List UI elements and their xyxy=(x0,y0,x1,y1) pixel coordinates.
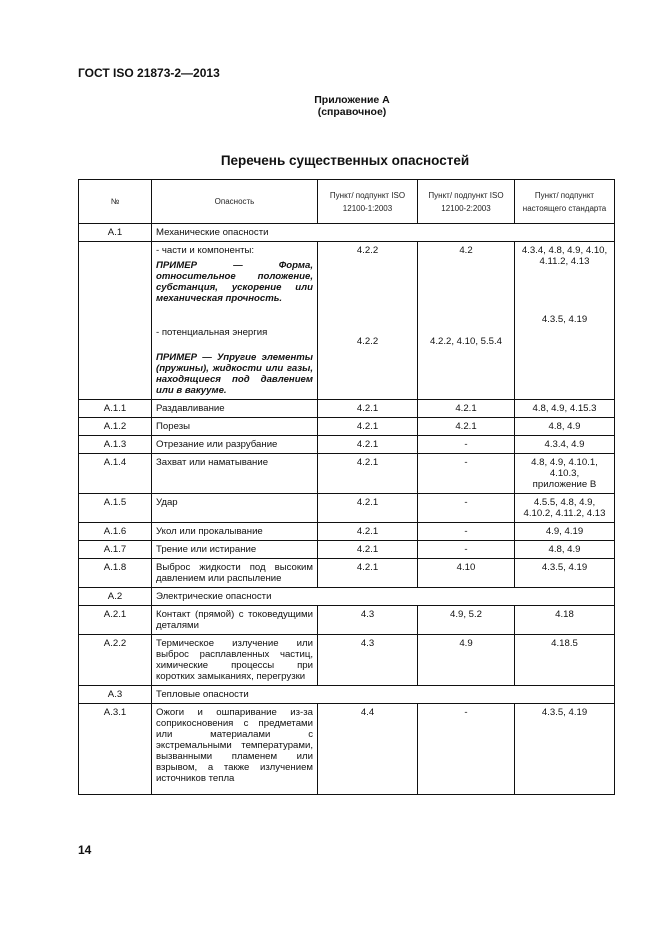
row-no: А.1.2 xyxy=(79,418,152,436)
row-no: А.2.1 xyxy=(79,606,152,635)
row-iso1: 4.2.1 xyxy=(318,559,418,588)
row-standard: 4.8, 4.9, 4.15.3 xyxy=(515,400,615,418)
row-iso2: 4.2.1 xyxy=(418,418,515,436)
document-header: ГОСТ ISO 21873-2—2013 xyxy=(78,66,220,80)
row-iso2: - xyxy=(418,494,515,523)
row-no: А.1.4 xyxy=(79,454,152,494)
row-hazard: Захват или наматывание xyxy=(152,454,318,494)
row-iso2 xyxy=(418,242,515,400)
row-iso1: 4.4 xyxy=(318,704,418,795)
row-no: А.2 xyxy=(79,588,152,606)
row-standard: 4.18.5 xyxy=(515,635,615,686)
row-iso2: - xyxy=(418,436,515,454)
row-iso1: 4.2.1 xyxy=(318,454,418,494)
iso2-energy: 4.2.2, 4.10, 5.5.4 xyxy=(429,336,502,347)
annex-type: (справочное) xyxy=(317,106,387,118)
row-iso1: 4.3 xyxy=(318,635,418,686)
iso2-parts: 4.2 xyxy=(459,245,473,256)
row-iso1: 4.2.1 xyxy=(318,523,418,541)
row-no: А.1.5 xyxy=(79,494,152,523)
row-no: А.1.7 xyxy=(79,541,152,559)
row-iso2: - xyxy=(418,541,515,559)
section-title: Тепловые опасности xyxy=(152,686,615,704)
row-iso1: 4.3 xyxy=(318,606,418,635)
table-row xyxy=(79,686,615,704)
row-iso2: 4.9, 5.2 xyxy=(418,606,515,635)
parts-example: ПРИМЕР — Форма, относительное положение, субстанция, ускорение или механическая прочность. xyxy=(156,260,313,304)
col-header-hazard: Опасность xyxy=(152,180,318,224)
annex-heading xyxy=(290,94,414,118)
row-iso2: 4.9 xyxy=(418,635,515,686)
row-hazard: Ожоги и ошпаривание из-за соприкосновения с предметами или материалами с экстремальными температурами, вызванными пламенем или взрывом, а также излучением источников тепла xyxy=(152,704,318,795)
hazards-table xyxy=(78,179,615,795)
row-standard: 4.18 xyxy=(515,606,615,635)
row-no: А.2.2 xyxy=(79,635,152,686)
row-standard: 4.3.5, 4.19 xyxy=(515,559,615,588)
row-iso1: 4.2.1 xyxy=(318,418,418,436)
row-no: А.3 xyxy=(79,686,152,704)
row-no: А.1.6 xyxy=(79,523,152,541)
table-header-row xyxy=(79,180,615,224)
row-standard: 4.8, 4.9 xyxy=(515,541,615,559)
row-hazard: Отрезание или разрубание xyxy=(152,436,318,454)
row-standard: 4.5.5, 4.8, 4.9, 4.10.2, 4.11.2, 4.13 xyxy=(515,494,615,523)
energy-label: - потенциальная энергия xyxy=(156,327,268,338)
table-row xyxy=(79,559,615,588)
row-standard: 4.8, 4.9 xyxy=(515,418,615,436)
row-no: А.1.1 xyxy=(79,400,152,418)
row-hazard: Контакт (прямой) с токоведущими деталями xyxy=(152,606,318,635)
row-no: А.1.8 xyxy=(79,559,152,588)
col-header-standard: Пункт/ подпункт настоящего стандарта xyxy=(515,180,615,224)
iso1-parts: 4.2.2 xyxy=(356,245,379,256)
row-iso1: 4.2.1 xyxy=(318,400,418,418)
parts-label: - части и компоненты: xyxy=(156,245,255,256)
iso1-energy: 4.2.2 xyxy=(356,336,379,347)
row-standard: 4.9, 4.19 xyxy=(515,523,615,541)
col-header-no: № xyxy=(79,180,152,224)
section-title: Электрические опасности xyxy=(152,588,615,606)
row-iso1: 4.2.1 xyxy=(318,436,418,454)
table-row xyxy=(79,400,615,418)
row-iso2: - xyxy=(418,454,515,494)
table-row xyxy=(79,588,615,606)
row-standard: 4.3.5, 4.19 xyxy=(515,704,615,795)
row-hazard: Выброс жидкости под высоким давлением или распыление xyxy=(152,559,318,588)
row-hazard xyxy=(152,242,318,400)
row-hazard: Трение или истирание xyxy=(152,541,318,559)
table-row xyxy=(79,635,615,686)
table-row xyxy=(79,606,615,635)
table-row xyxy=(79,541,615,559)
std-parts: 4.3.4, 4.8, 4.9, 4.10, 4.11.2, 4.13 xyxy=(521,245,608,267)
row-hazard: Удар xyxy=(152,494,318,523)
row-no: А.1 xyxy=(79,224,152,242)
row-no: А.1.3 xyxy=(79,436,152,454)
table-row xyxy=(79,224,615,242)
row-no: А.3.1 xyxy=(79,704,152,795)
row-standard: 4.3.4, 4.9 xyxy=(515,436,615,454)
row-standard: 4.8, 4.9, 4.10.1, 4.10.3, приложение В xyxy=(515,454,615,494)
row-hazard: Укол или прокалывание xyxy=(152,523,318,541)
row-standard xyxy=(515,242,615,400)
col-header-iso2: Пункт/ подпункт ISO 12100-2:2003 xyxy=(418,180,515,224)
row-hazard: Термическое излучение или выброс расплавленных частиц, химические процессы при коротких замыканиях, перегрузки xyxy=(152,635,318,686)
row-iso1 xyxy=(318,242,418,400)
annex-label: Приложение А xyxy=(314,94,390,106)
row-hazard: Порезы xyxy=(152,418,318,436)
table-title: Перечень существенных опасностей xyxy=(220,153,470,168)
std-energy: 4.3.5, 4.19 xyxy=(541,314,588,325)
table-row xyxy=(79,494,615,523)
row-iso1: 4.2.1 xyxy=(318,494,418,523)
page-number: 14 xyxy=(78,843,92,857)
table-row xyxy=(79,418,615,436)
table-row xyxy=(79,523,615,541)
row-iso2: - xyxy=(418,704,515,795)
energy-example: ПРИМЕР — Упругие элементы (пружины), жидкости или газы, находящиеся под давлением или в вакууме. xyxy=(156,352,313,396)
row-iso2: 4.2.1 xyxy=(418,400,515,418)
row-iso1: 4.2.1 xyxy=(318,541,418,559)
row-no xyxy=(79,242,152,400)
row-iso2: - xyxy=(418,523,515,541)
row-hazard: Раздавливание xyxy=(152,400,318,418)
table-row xyxy=(79,704,615,795)
table-row xyxy=(79,454,615,494)
section-title: Механические опасности xyxy=(152,224,615,242)
table-row xyxy=(79,242,615,400)
table-row xyxy=(79,436,615,454)
row-iso2: 4.10 xyxy=(418,559,515,588)
col-header-iso1: Пункт/ подпункт ISO 12100-1:2003 xyxy=(318,180,418,224)
